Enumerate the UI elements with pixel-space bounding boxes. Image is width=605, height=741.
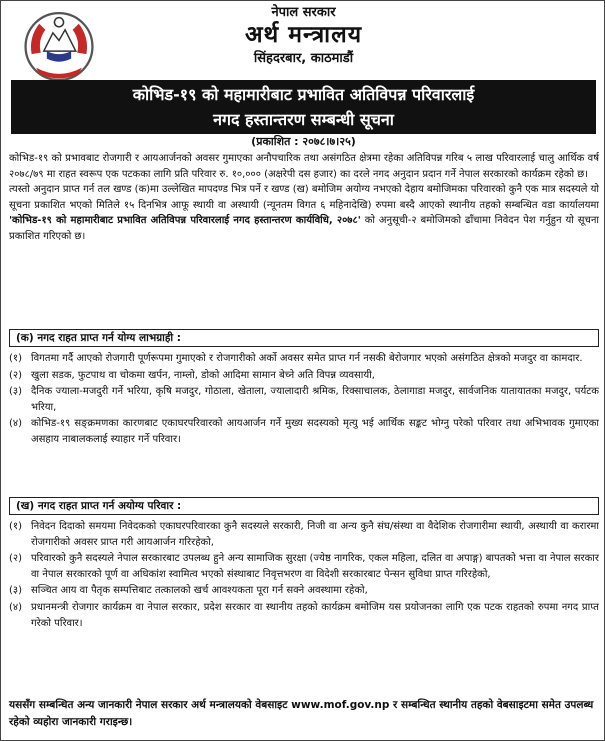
intro-paragraph-2 xyxy=(9,182,599,244)
section-a-heading: (क) नगद राहत प्राप्त गर्न योग्य लाभग्राही : xyxy=(9,329,599,347)
list-item-number: (३) xyxy=(9,386,23,398)
footer-note: यससँग सम्बन्धित अन्य जानकारी नेपाल सरकार अर्थ मन्त्रालयको वेबसाइट www.mof.gov.np र सम्बन्धित स्थानीय तहको वेबसाइटमा समेत उपलब्ध रहेको व्यहोरा जानकारी गराइन्छ। xyxy=(9,699,594,728)
list-item-text: निवेदन दिदाको समयमा निवेदकको एकाघरपरिवारका कुनै सदस्यले सरकारी, निजी वा अन्य कुनै संघ/संस्था वा वैदेशिक रोजगारीमा स्थायी, अस्थायी वा करारमा रोजगारीको अवसर प्राप्त गरी आयआर्जन गरिरहेको, xyxy=(31,521,599,548)
list-item-number: (२) xyxy=(9,369,23,381)
list-item-number: (१) xyxy=(9,353,23,364)
list-item-number: (१) xyxy=(9,521,23,532)
intro-paragraph-1: कोभिड-१९ को प्रभावबाट रोजगारी र आयआर्जनको अवसर गुमाएका अनौपचारिक तथा असंगठित क्षेत्रमा रहेका अतिविपन्न गरिब ५ लाख परिवारलाई चालु आर्थिक वर्ष २०७८/७९ मा राहत स्वरूप एक पटकका लागि प्रति परिवार रु. १०,००० (अक्षरेपी दस हजार) का दरले नगद अनुदान प्रदान गर्ने नेपाल सरकारको कार्यक्रम रहेको छ। xyxy=(9,153,599,180)
section-a-list xyxy=(9,351,599,448)
intro-paragraph-2-end: को अनुसूची-२ बमोजिमको ढाँचामा निवेदन पेश गर्नुहुन यो सूचना प्रकाशित गरिएको छ। xyxy=(9,215,599,242)
list-item-text: दैनिक ज्याला-मजदुरी गर्ने भरिया, कृषि मजदुर, गोठाला, खेताला, ज्यालादारी श्रमिक, रिक्साचालक, ठेलागाडा मजदुर, सार्वजनिक यातायातका मजदुर, पर्यटक भरिया, xyxy=(31,386,599,413)
list-item-number: (२) xyxy=(9,553,23,565)
list-item-text: परिवारको कुनै सदस्यले नेपाल सरकारबाट उपलब्ध हुने अन्य सामाजिक सुरक्षा (ज्येष्ठ नागरिक, एकल महिला, दलित वा अपाङ्ग) बापतको भत्ता वा नेपाल सरकार वा नेपाल सरकारको पूर्ण वा अधिकांश स्वामित्व भएको संस्थाबाट निवृत्तभरण वा विदेशी सरकारबाट पेन्सन सुविधा प्राप्त गरिरहेको, xyxy=(31,553,599,580)
list-item xyxy=(9,351,599,367)
list-item-text: प्रधानमन्त्री रोजगार कार्यक्रम वा नेपाल सरकार, प्रदेश सरकार वा स्थानीय तहको कार्यक्रम बमोजिम यस प्रयोजनका लागि एक पटक राहतको रुपमा नगद प्राप्त गरेको परिवार। xyxy=(31,601,599,629)
list-item-number: (४) xyxy=(9,601,23,613)
list-item-text: विगतमा गर्दै आएको रोजगारी पूर्णरूपमा गुमाएको र रोजगारीको अर्को अवसर समेत प्राप्त गर्न नसकी बेरोजगार भएको असंगठित क्षेत्रको मजदुर वा कामदार. xyxy=(31,353,583,364)
list-item-text: कोभिड-१९ सङ्क्रमणका कारणबाट एकाघरपरिवारको आयआर्जन गर्ने मुख्य सदस्यको मृत्यु भई आर्थिक सङ्कट भोग्नु परेको परिवार तथा अभिभावक गुमाएका असहाय नाबालकलाई स्याहार गर्ने परिवार। xyxy=(31,418,599,445)
list-item-text: खुला सडक, फुटपाथ वा चोकमा खर्पन, नाम्लो, डोको आदिमा सामान बेच्ने अति विपन्न व्यवसायी, xyxy=(31,369,375,381)
list-item xyxy=(9,600,599,631)
list-item xyxy=(9,551,599,582)
header xyxy=(101,4,506,67)
procedure-name: 'कोभिड-१९ को महामारीबाट प्रभावित अतिविपन्न परिवारलाई नगद हस्तान्तरण कार्यविधि, २०७८' xyxy=(9,215,361,227)
list-item xyxy=(9,384,599,415)
nepal-emblem-icon xyxy=(21,7,97,83)
list-item-number: (३) xyxy=(9,585,23,597)
list-item xyxy=(9,368,599,384)
government-name: नेपाल सरकार xyxy=(271,5,336,20)
notice-title-line2: नगद हस्तान्तरण सम्बन्धी सूचना xyxy=(213,110,394,129)
list-item xyxy=(9,519,599,550)
list-item-text: सञ्चित आय वा पैतृक सम्पत्तिबाट तत्कालको खर्च आवश्यकता पूरा गर्न सक्ने अवस्थामा रहेको, xyxy=(31,585,368,597)
list-item-number: (४) xyxy=(9,418,23,430)
list-item xyxy=(9,583,599,599)
notice-title-line1: कोभिड-१९ को महामारीबाट प्रभावित अतिविपन्न परिवारलाई xyxy=(132,85,475,104)
intro-text xyxy=(9,151,599,245)
section-b-heading: (ख) नगद राहत प्राप्त गर्न अयोग्य परिवार : xyxy=(9,497,599,515)
publication-date: (प्रकाशित : २०७८।७।२५) xyxy=(251,135,356,148)
list-item xyxy=(9,416,599,447)
ministry-name: अर्थ मन्त्रालय xyxy=(244,22,363,48)
section-b-list xyxy=(9,519,599,631)
notice-title-banner xyxy=(11,80,596,134)
intro-paragraph-2-start: त्यस्तो अनुदान प्राप्त गर्न तल खण्ड (क)मा उल्लेखित मापदण्ड भित्र पर्ने र खण्ड (ख) बमोजिम अयोग्य नभएको देहाय बमोजिमका परिवारको कुनै एक मात्र सदस्यले यो सूचना प्रकाशित भएको मितिले १५ दिनभित्र आफू स्थायी वा अस्थायी (न्यूनतम विगत ६ महिनादेखि) रुपमा बस्दै आएको स्थानीय तहको सम्बन्धित वडा कार्यालयमा xyxy=(9,184,599,211)
ministry-address: सिंहदरबार, काठमाडौं xyxy=(253,51,354,66)
